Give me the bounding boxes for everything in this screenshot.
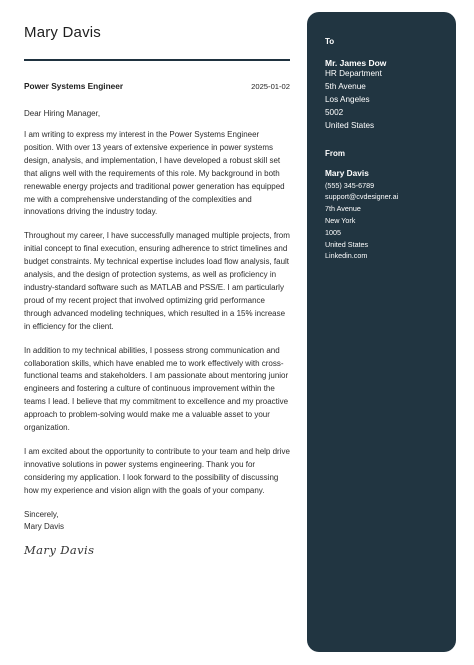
closing-block	[24, 509, 290, 534]
sender-phone: (555) 345-6789	[325, 180, 375, 190]
sender-city: New York	[325, 215, 356, 225]
sender-linkedin: Linkedin.com	[325, 251, 368, 261]
letter-body	[24, 24, 290, 557]
from-label: From	[325, 148, 345, 158]
to-label: To	[325, 37, 335, 46]
from-name: Mary Davis	[325, 167, 369, 178]
job-title-row	[24, 81, 290, 91]
sender-country: United States	[325, 239, 369, 249]
recipient-name: Mr. James Dow	[325, 58, 387, 68]
letter-date: 2025-01-02	[251, 82, 290, 91]
recipient-line: 5002	[325, 107, 344, 117]
contact-sidebar	[307, 12, 456, 652]
body-paragraph-1: I am writing to express my interest in the Power Systems Engineer position. With over 13 years of extensive experience in power systems design, analysis, and implementation, I have developed a robust skill set that aligns well with the requirements of this role. My background in both renewable energy projects and traditional power generation has equipped me with a comprehensive understanding of the complexities and innovations driving the industry today.	[24, 130, 285, 217]
recipient-line: United States	[325, 120, 375, 130]
body-paragraph-2: Throughout my career, I have successfully managed multiple projects, from initial concept to final execution, ensuring adherence to strict timelines and budget constraints. My technical expertise includes load flow analysis, fault analysis, and the design of protection systems, as well as proficiency in industry-standard software such as MATLAB and PSS/E. I am particularly proud of my recent project that involved optimizing grid performance through advanced modeling techniques, which resulted in a 15% increase in efficiency for the client.	[24, 231, 290, 331]
header-divider	[24, 59, 290, 61]
job-title: Power Systems Engineer	[24, 81, 124, 91]
sender-contact	[325, 180, 438, 263]
recipient-address	[325, 68, 438, 133]
sender-postcode: 1005	[325, 227, 341, 237]
recipient-line: 5th Avenue	[325, 81, 366, 91]
sender-email: support@cvdesigner.ai	[325, 192, 399, 202]
recipient-line: HR Department	[325, 69, 382, 78]
sender-name: Mary Davis	[24, 24, 102, 41]
sender-street: 7th Avenue	[325, 204, 361, 214]
body-paragraph-3: In addition to my technical abilities, I possess strong communication and collaboration skills, which have enabled me to work effectively with cross-functional teams and stakeholders. I am passionate about mentoring junior engineers and fostering a culture of continuous improvement within the teams I lead. I believe that my commitment to excellence and my proactive approach to problem-solving would make me a valuable asset to your organization.	[24, 345, 289, 433]
closing-phrase: Sincerely,	[24, 509, 59, 519]
body-paragraph-4: I am excited about the opportunity to contribute to your team and help drive innovative solutions in power systems engineering. Thank you for considering my application. I look forward to the possibility of discussing how my experience and vision align with the goals of your company.	[24, 446, 290, 495]
handwritten-signature: Mary Davis	[24, 542, 95, 557]
recipient-line: Los Angeles	[325, 94, 370, 104]
closing-name: Mary Davis	[24, 522, 65, 532]
greeting: Dear Hiring Manager,	[24, 109, 101, 118]
